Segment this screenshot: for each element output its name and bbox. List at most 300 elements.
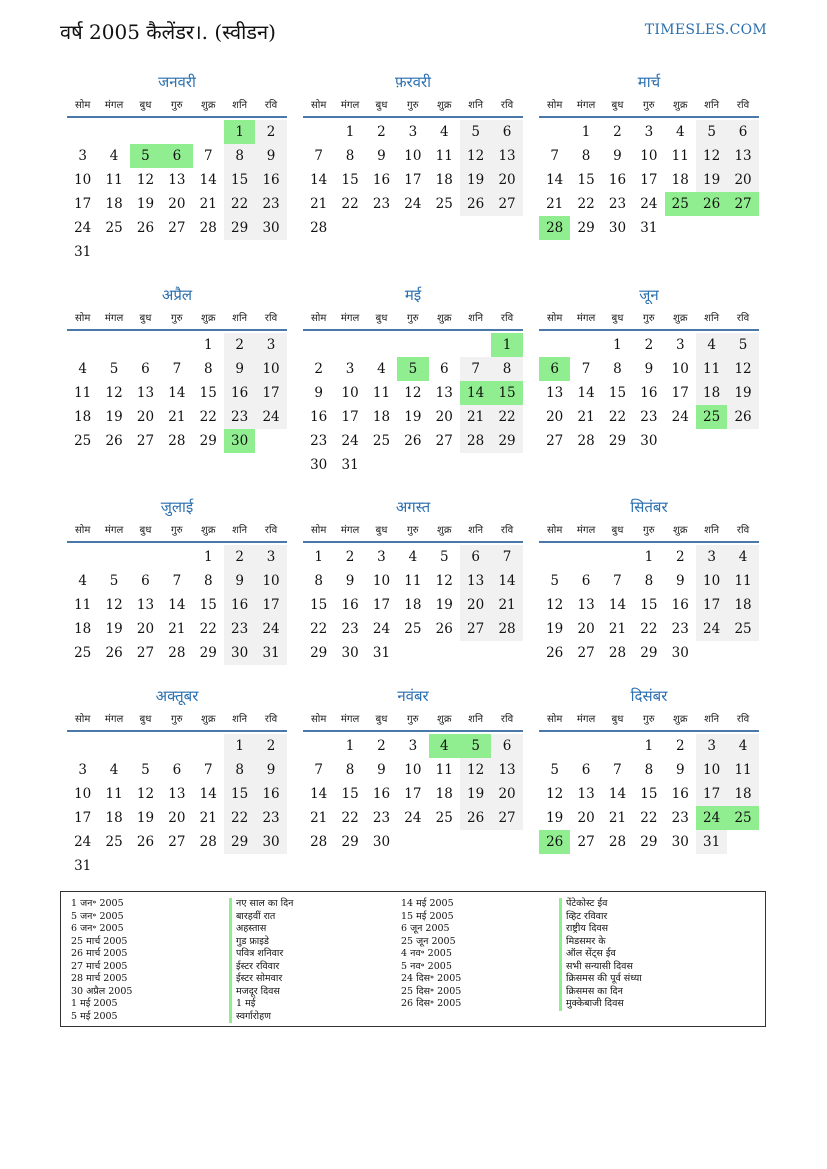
day-cell[interactable]: 22 [341,196,359,212]
day-cell[interactable]: 14 [460,381,491,405]
day-cell[interactable]: 15 [577,172,595,188]
day-cell[interactable]: 4 [109,148,119,164]
day-cell[interactable]: 8 [203,573,213,589]
day-cell[interactable]: 29 [577,220,595,236]
day-cell[interactable]: 25 [74,433,92,449]
day-cell[interactable]: 30 [671,834,689,850]
day-cell[interactable]: 9 [644,361,654,377]
day-cell[interactable]: 28 [608,834,627,850]
day-cell[interactable]: 16 [671,597,689,613]
day-cell[interactable]: 30 [310,457,328,473]
day-cell[interactable]: 6 [161,144,192,168]
day-cell[interactable]: 5 [109,361,119,377]
day-cell[interactable]: 18 [105,810,123,826]
day-cell[interactable]: 6 [460,545,491,569]
day-cell[interactable]: 26 [136,834,155,850]
day-cell[interactable]: 20 [460,593,491,617]
day-cell[interactable]: 29 [640,645,658,661]
day-cell[interactable]: 15 [224,782,255,806]
day-cell[interactable]: 18 [671,172,689,188]
day-cell[interactable]: 12 [105,597,123,613]
day-cell[interactable]: 13 [491,144,522,168]
day-cell[interactable]: 29 [199,433,217,449]
day-cell[interactable]: 8 [345,762,355,778]
day-cell[interactable]: 7 [613,762,622,778]
day-cell[interactable]: 23 [255,192,286,216]
day-cell[interactable]: 19 [404,409,422,425]
day-cell[interactable]: 10 [640,148,658,164]
day-cell[interactable]: 27 [491,806,522,830]
day-cell[interactable]: 6 [539,357,570,381]
day-cell[interactable]: 9 [345,573,355,589]
day-cell[interactable]: 15 [341,786,359,802]
day-cell[interactable]: 22 [341,810,359,826]
day-cell[interactable]: 6 [439,361,449,377]
day-cell[interactable]: 16 [640,385,658,401]
day-cell[interactable]: 2 [314,361,323,377]
day-cell[interactable]: 25 [372,433,391,449]
day-cell[interactable]: 16 [255,782,286,806]
day-cell[interactable]: 21 [168,409,186,425]
day-cell[interactable]: 19 [136,196,155,212]
day-cell[interactable]: 11 [671,148,689,164]
day-cell[interactable]: 3 [696,734,727,758]
day-cell[interactable]: 15 [640,786,658,802]
day-cell[interactable]: 15 [199,597,217,613]
day-cell[interactable]: 27 [136,433,155,449]
day-cell[interactable]: 23 [608,196,627,212]
day-cell[interactable]: 16 [310,409,328,425]
day-cell[interactable]: 25 [74,645,92,661]
day-cell[interactable]: 5 [439,549,449,565]
day-cell[interactable]: 11 [74,597,92,613]
day-cell[interactable]: 9 [613,148,622,164]
day-cell[interactable]: 7 [491,545,522,569]
day-cell[interactable]: 30 [372,834,391,850]
day-cell[interactable]: 21 [168,621,186,637]
day-cell[interactable]: 15 [640,597,658,613]
day-cell[interactable]: 8 [613,361,622,377]
day-cell[interactable]: 9 [377,148,386,164]
day-cell[interactable]: 13 [577,597,595,613]
day-cell[interactable]: 23 [372,196,391,212]
day-cell[interactable]: 27 [546,433,564,449]
day-cell[interactable]: 19 [727,381,758,405]
day-cell[interactable]: 12 [546,597,564,613]
day-cell[interactable]: 26 [696,192,727,216]
site-link[interactable]: TIMESLES.COM [644,22,767,38]
day-cell[interactable]: 24 [372,621,391,637]
day-cell[interactable]: 19 [435,597,453,613]
day-cell[interactable]: 20 [168,196,186,212]
day-cell[interactable]: 19 [460,168,491,192]
day-cell[interactable]: 4 [78,573,87,589]
day-cell[interactable]: 1 [203,337,213,353]
day-cell[interactable]: 16 [372,786,391,802]
day-cell[interactable]: 1 [345,124,355,140]
day-cell[interactable]: 26 [404,433,422,449]
day-cell[interactable]: 26 [105,645,123,661]
day-cell[interactable]: 16 [671,786,689,802]
day-cell[interactable]: 8 [644,573,654,589]
day-cell[interactable]: 15 [310,597,328,613]
day-cell[interactable]: 1 [224,120,255,144]
day-cell[interactable]: 1 [491,333,522,357]
day-cell[interactable]: 18 [727,593,758,617]
day-cell[interactable]: 8 [224,758,255,782]
day-cell[interactable]: 17 [341,409,359,425]
day-cell[interactable]: 11 [404,573,422,589]
day-cell[interactable]: 10 [372,573,391,589]
day-cell[interactable]: 9 [675,573,685,589]
day-cell[interactable]: 20 [491,782,522,806]
day-cell[interactable]: 18 [696,381,727,405]
day-cell[interactable]: 30 [255,216,286,240]
day-cell[interactable]: 25 [665,192,696,216]
day-cell[interactable]: 26 [460,806,491,830]
day-cell[interactable]: 12 [546,786,564,802]
day-cell[interactable]: 29 [608,433,627,449]
day-cell[interactable]: 22 [310,621,328,637]
day-cell[interactable]: 12 [435,573,453,589]
day-cell[interactable]: 14 [168,385,186,401]
day-cell[interactable]: 5 [550,573,559,589]
day-cell[interactable]: 16 [341,597,359,613]
day-cell[interactable]: 30 [640,433,658,449]
day-cell[interactable]: 2 [377,124,386,140]
day-cell[interactable]: 1 [345,738,355,754]
day-cell[interactable]: 5 [727,333,758,357]
day-cell[interactable]: 5 [397,357,428,381]
day-cell[interactable]: 23 [671,621,689,637]
day-cell[interactable]: 3 [675,337,685,353]
day-cell[interactable]: 5 [696,120,727,144]
day-cell[interactable]: 3 [644,124,654,140]
day-cell[interactable]: 13 [546,385,564,401]
day-cell[interactable]: 7 [314,148,323,164]
day-cell[interactable]: 29 [224,830,255,854]
day-cell[interactable]: 14 [199,172,217,188]
day-cell[interactable]: 8 [644,762,654,778]
day-cell[interactable]: 10 [74,786,92,802]
day-cell[interactable]: 18 [727,782,758,806]
day-cell[interactable]: 31 [341,457,359,473]
day-cell[interactable]: 28 [199,834,217,850]
day-cell[interactable]: 4 [377,361,386,377]
day-cell[interactable]: 5 [109,573,119,589]
day-cell[interactable]: 24 [74,834,92,850]
day-cell[interactable]: 22 [224,806,255,830]
day-cell[interactable]: 23 [341,621,359,637]
day-cell[interactable]: 10 [404,762,422,778]
day-cell[interactable]: 31 [255,641,286,665]
day-cell[interactable]: 24 [255,405,286,429]
day-cell[interactable]: 8 [581,148,591,164]
day-cell[interactable]: 7 [550,148,559,164]
day-cell[interactable]: 14 [608,597,627,613]
day-cell[interactable]: 25 [105,220,123,236]
day-cell[interactable]: 29 [310,645,328,661]
day-cell[interactable]: 6 [491,120,522,144]
day-cell[interactable]: 27 [577,834,595,850]
day-cell[interactable]: 7 [460,357,491,381]
day-cell[interactable]: 21 [491,593,522,617]
day-cell[interactable]: 31 [640,220,658,236]
day-cell[interactable]: 11 [105,786,123,802]
day-cell[interactable]: 15 [608,385,627,401]
day-cell[interactable]: 19 [546,621,564,637]
day-cell[interactable]: 13 [460,569,491,593]
day-cell[interactable]: 24 [74,220,92,236]
day-cell[interactable]: 3 [408,124,418,140]
day-cell[interactable]: 22 [640,810,658,826]
day-cell[interactable]: 24 [341,433,359,449]
day-cell[interactable]: 4 [429,734,460,758]
day-cell[interactable]: 27 [727,192,758,216]
day-cell[interactable]: 3 [255,545,286,569]
day-cell[interactable]: 2 [345,549,355,565]
day-cell[interactable]: 4 [696,333,727,357]
day-cell[interactable]: 9 [314,385,323,401]
day-cell[interactable]: 29 [640,834,658,850]
day-cell[interactable]: 10 [74,172,92,188]
day-cell[interactable]: 20 [136,621,155,637]
day-cell[interactable]: 18 [105,196,123,212]
day-cell[interactable]: 3 [345,361,355,377]
day-cell[interactable]: 15 [224,168,255,192]
day-cell[interactable]: 12 [404,385,422,401]
day-cell[interactable]: 14 [491,569,522,593]
day-cell[interactable]: 26 [539,830,570,854]
day-cell[interactable]: 27 [435,433,453,449]
day-cell[interactable]: 2 [675,549,685,565]
day-cell[interactable]: 18 [435,786,453,802]
day-cell[interactable]: 27 [136,645,155,661]
day-cell[interactable]: 24 [696,617,727,641]
day-cell[interactable]: 1 [613,337,622,353]
day-cell[interactable]: 21 [199,196,217,212]
day-cell[interactable]: 9 [224,569,255,593]
day-cell[interactable]: 18 [74,409,92,425]
day-cell[interactable]: 23 [224,405,255,429]
day-cell[interactable]: 5 [550,762,559,778]
day-cell[interactable]: 27 [460,617,491,641]
day-cell[interactable]: 8 [224,144,255,168]
day-cell[interactable]: 1 [644,549,654,565]
day-cell[interactable]: 19 [105,409,123,425]
day-cell[interactable]: 3 [377,549,386,565]
day-cell[interactable]: 28 [310,220,328,236]
day-cell[interactable]: 31 [74,244,92,260]
day-cell[interactable]: 13 [136,597,155,613]
day-cell[interactable]: 28 [460,429,491,453]
day-cell[interactable]: 30 [341,645,359,661]
day-cell[interactable]: 4 [439,124,449,140]
day-cell[interactable]: 22 [224,192,255,216]
day-cell[interactable]: 31 [696,830,727,854]
day-cell[interactable]: 3 [78,148,87,164]
day-cell[interactable]: 11 [105,172,123,188]
day-cell[interactable]: 27 [577,645,595,661]
day-cell[interactable]: 16 [608,172,627,188]
day-cell[interactable]: 19 [696,168,727,192]
day-cell[interactable]: 17 [640,172,658,188]
day-cell[interactable]: 23 [224,617,255,641]
day-cell[interactable]: 30 [608,220,627,236]
day-cell[interactable]: 28 [608,645,627,661]
day-cell[interactable]: 21 [577,409,595,425]
day-cell[interactable]: 21 [310,810,328,826]
day-cell[interactable]: 2 [224,333,255,357]
day-cell[interactable]: 4 [727,734,758,758]
day-cell[interactable]: 1 [224,734,255,758]
day-cell[interactable]: 19 [546,810,564,826]
day-cell[interactable]: 17 [74,810,92,826]
day-cell[interactable]: 7 [203,762,213,778]
day-cell[interactable]: 12 [696,144,727,168]
day-cell[interactable]: 9 [224,357,255,381]
day-cell[interactable]: 7 [172,361,182,377]
day-cell[interactable]: 4 [109,762,119,778]
day-cell[interactable]: 18 [74,621,92,637]
day-cell[interactable]: 25 [696,405,727,429]
day-cell[interactable]: 7 [613,573,622,589]
day-cell[interactable]: 14 [199,786,217,802]
day-cell[interactable]: 30 [224,429,255,453]
day-cell[interactable]: 6 [727,120,758,144]
day-cell[interactable]: 10 [696,758,727,782]
day-cell[interactable]: 23 [310,433,328,449]
day-cell[interactable]: 24 [255,617,286,641]
day-cell[interactable]: 11 [727,569,758,593]
day-cell[interactable]: 5 [460,734,491,758]
day-cell[interactable]: 14 [168,597,186,613]
day-cell[interactable]: 20 [168,810,186,826]
day-cell[interactable]: 19 [460,782,491,806]
day-cell[interactable]: 30 [255,830,286,854]
day-cell[interactable]: 12 [136,786,155,802]
day-cell[interactable]: 11 [435,148,453,164]
day-cell[interactable]: 6 [172,762,182,778]
day-cell[interactable]: 26 [546,645,564,661]
day-cell[interactable]: 21 [608,621,627,637]
day-cell[interactable]: 5 [141,762,150,778]
day-cell[interactable]: 20 [491,168,522,192]
day-cell[interactable]: 9 [377,762,386,778]
day-cell[interactable]: 7 [203,148,213,164]
day-cell[interactable]: 22 [491,405,522,429]
day-cell[interactable]: 5 [130,144,161,168]
day-cell[interactable]: 13 [168,172,186,188]
day-cell[interactable]: 13 [577,786,595,802]
day-cell[interactable]: 26 [435,621,453,637]
day-cell[interactable]: 10 [671,361,689,377]
day-cell[interactable]: 20 [546,409,564,425]
day-cell[interactable]: 14 [310,172,328,188]
day-cell[interactable]: 6 [581,573,591,589]
day-cell[interactable]: 29 [199,645,217,661]
day-cell[interactable]: 26 [105,433,123,449]
day-cell[interactable]: 2 [255,734,286,758]
day-cell[interactable]: 17 [372,597,391,613]
day-cell[interactable]: 6 [141,573,150,589]
day-cell[interactable]: 29 [491,429,522,453]
day-cell[interactable]: 28 [577,433,595,449]
day-cell[interactable]: 8 [203,361,213,377]
day-cell[interactable]: 16 [224,593,255,617]
day-cell[interactable]: 5 [460,120,491,144]
day-cell[interactable]: 28 [539,216,570,240]
day-cell[interactable]: 25 [435,196,453,212]
day-cell[interactable]: 9 [675,762,685,778]
day-cell[interactable]: 13 [727,144,758,168]
day-cell[interactable]: 14 [608,786,627,802]
day-cell[interactable]: 13 [435,385,453,401]
day-cell[interactable]: 7 [314,762,323,778]
day-cell[interactable]: 8 [314,573,323,589]
day-cell[interactable]: 4 [408,549,418,565]
day-cell[interactable]: 26 [727,405,758,429]
day-cell[interactable]: 2 [255,120,286,144]
day-cell[interactable]: 25 [404,621,422,637]
day-cell[interactable]: 23 [255,806,286,830]
day-cell[interactable]: 12 [460,144,491,168]
day-cell[interactable]: 2 [675,738,685,754]
day-cell[interactable]: 3 [696,545,727,569]
day-cell[interactable]: 30 [671,645,689,661]
day-cell[interactable]: 10 [255,569,286,593]
day-cell[interactable]: 7 [172,573,182,589]
day-cell[interactable]: 28 [199,220,217,236]
day-cell[interactable]: 4 [675,124,685,140]
day-cell[interactable]: 28 [168,433,186,449]
day-cell[interactable]: 21 [546,196,564,212]
day-cell[interactable]: 14 [577,385,595,401]
day-cell[interactable]: 1 [644,738,654,754]
day-cell[interactable]: 11 [727,758,758,782]
day-cell[interactable]: 17 [404,786,422,802]
day-cell[interactable]: 26 [136,220,155,236]
day-cell[interactable]: 16 [372,172,391,188]
day-cell[interactable]: 28 [168,645,186,661]
day-cell[interactable]: 15 [199,385,217,401]
day-cell[interactable]: 3 [408,738,418,754]
day-cell[interactable]: 22 [640,621,658,637]
day-cell[interactable]: 13 [168,786,186,802]
day-cell[interactable]: 10 [255,357,286,381]
day-cell[interactable]: 12 [105,385,123,401]
day-cell[interactable]: 3 [78,762,87,778]
day-cell[interactable]: 28 [491,617,522,641]
day-cell[interactable]: 23 [372,810,391,826]
day-cell[interactable]: 14 [546,172,564,188]
day-cell[interactable]: 1 [314,549,323,565]
day-cell[interactable]: 17 [671,385,689,401]
day-cell[interactable]: 11 [372,385,391,401]
day-cell[interactable]: 13 [491,758,522,782]
day-cell[interactable]: 23 [640,409,658,425]
day-cell[interactable]: 11 [696,357,727,381]
day-cell[interactable]: 15 [341,172,359,188]
day-cell[interactable]: 9 [255,758,286,782]
day-cell[interactable]: 21 [199,810,217,826]
day-cell[interactable]: 24 [640,196,658,212]
day-cell[interactable]: 30 [224,641,255,665]
day-cell[interactable]: 27 [168,834,186,850]
day-cell[interactable]: 21 [310,196,328,212]
day-cell[interactable]: 23 [671,810,689,826]
day-cell[interactable]: 6 [491,734,522,758]
